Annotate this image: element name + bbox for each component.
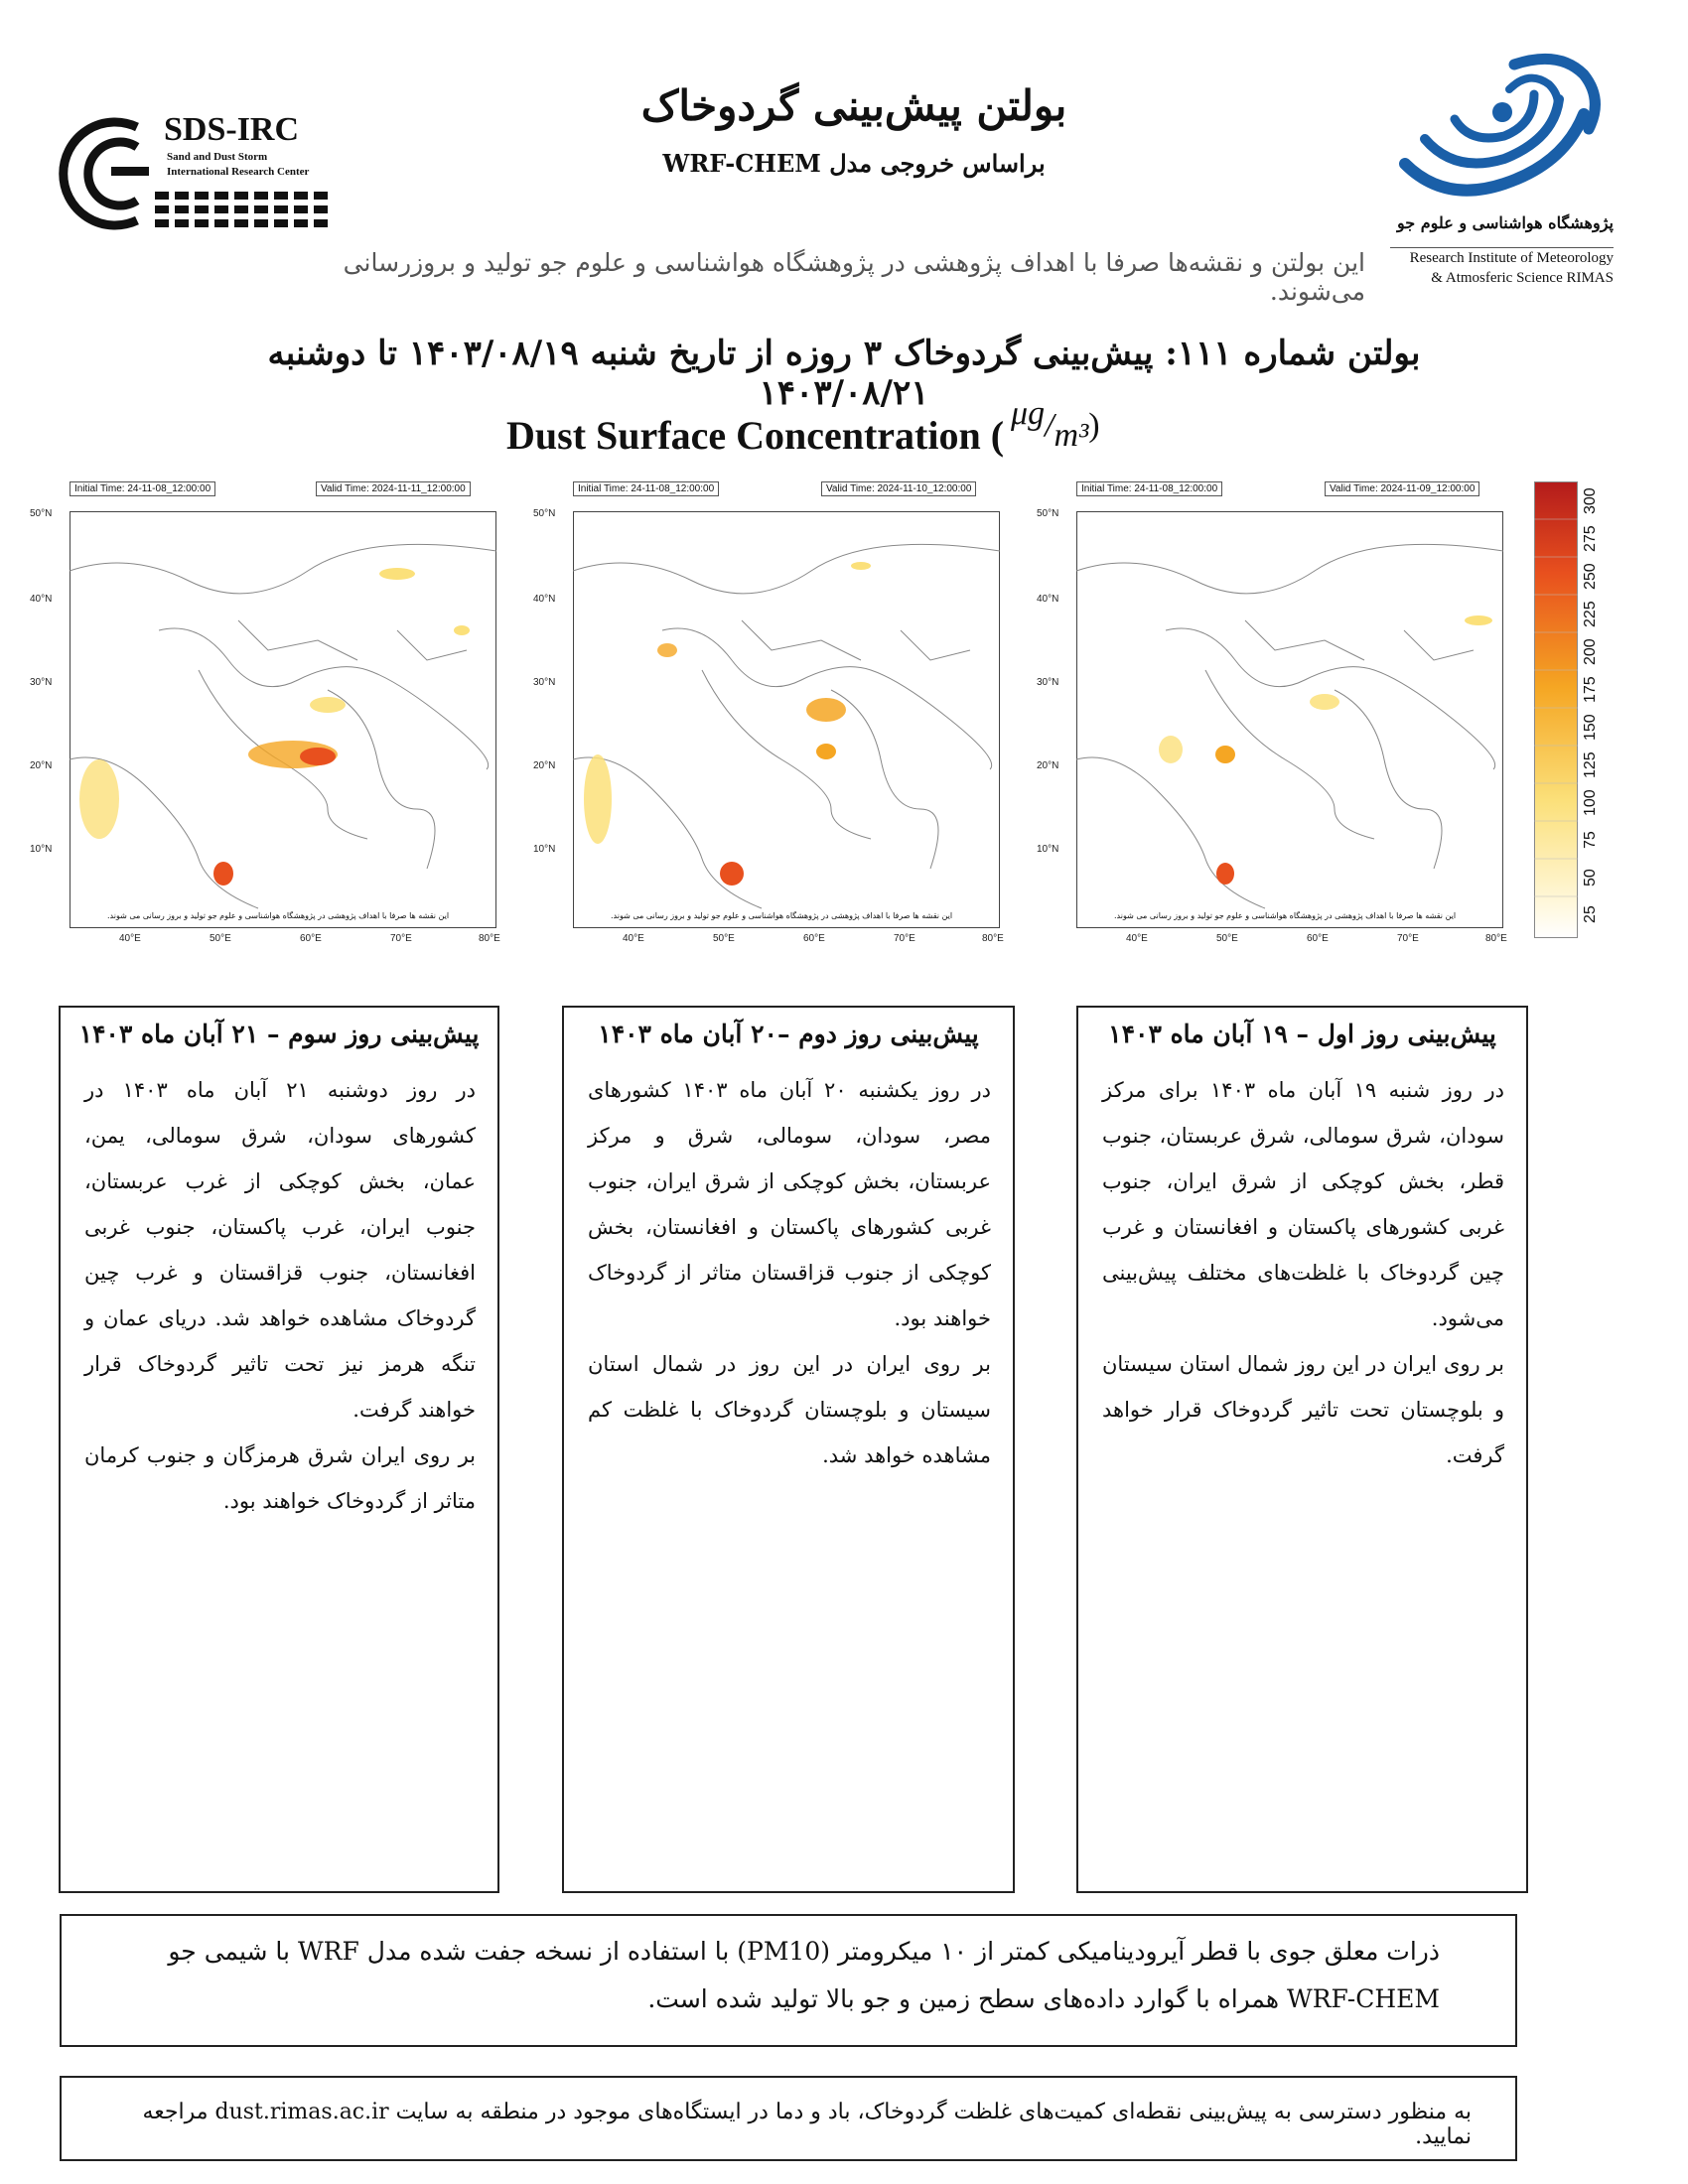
rimas-name-en-1: Research Institute of Meteorology [1409, 250, 1614, 266]
lon-tick: 60°E [803, 933, 825, 944]
colorbar-tick: 50 [1582, 869, 1599, 887]
forecast-map-day1 [1037, 477, 1521, 953]
bulletin-title: بولتن پیش‌بینی گردوخاک [640, 81, 1067, 130]
unit-denominator: m³ [1054, 417, 1089, 454]
lon-tick: 70°E [1397, 933, 1419, 944]
forecast-paragraph: در روز دوشنبه ۲۱ آبان ماه ۱۴۰۳ در کشورهای سودان، شرق سومالی، یمن، عمان، بخش کوچکی از غرب عربستان، جنوب ایران، غرب پاکستان، جنوب غربی افغانستان، جنوب قزاقستان و غرب چین گردوخاک مشاهده خواهد شد. دریای عمان و تنگه هرمز نیز تحت تاثیر گردوخاک قرار خواهند گرفت. [84, 1078, 477, 1422]
lat-tick: 20°N [1037, 760, 1059, 771]
forecast-map-day3 [30, 477, 514, 953]
lat-tick: 40°N [1037, 594, 1059, 605]
map-note: این نقشه ها صرفا با اهداف پژوهشی در پژوهشگاه هواشناسی و علوم جو تولید و بروز رسانی می شوند. [107, 911, 450, 920]
unit-numerator: μg [1011, 395, 1046, 432]
colorbar-tick: 75 [1582, 831, 1599, 849]
model-note-text [149, 1928, 1440, 2023]
bulletin-subtitle: براساس خروجی مدل WRF-CHEM [662, 149, 1046, 178]
initial-time-label: Initial Time: 24-11-08_12:00:00 [1076, 481, 1222, 496]
map-section-title: Dust Surface Concentration ( [506, 413, 1005, 458]
rimas-name-fa: پژوهشگاه هواشناسی و علوم جو [1397, 213, 1614, 232]
model-note-line-1: ذرات معلق جوی با قطر آیرودینامیکی کمتر از ۱۰ میکرومتر (PM10) با استفاده از نسخه جفت شده مدل WRF با شیمی جو [168, 1937, 1440, 1966]
lon-tick: 40°E [623, 933, 644, 944]
concentration-colorbar [1534, 481, 1578, 938]
forecast-body [84, 1067, 476, 1524]
model-note-box [60, 1914, 1517, 2047]
forecast-paragraph: در روز یکشنبه ۲۰ آبان ماه ۱۴۰۳ کشورهای مصر، سودان، سومالی، شرق و مرکز عربستان، بخش کوچکی از شرق ایران، جنوب غربی کشورهای پاکستان و افغانستان، بخش کوچکی از جنوب قزاقستان متاثر از گردوخاک خواهند بود. [588, 1078, 991, 1330]
forecast-title: پیش‌بینی روز اول – ۱۹ آبان ماه ۱۴۰۳ [1108, 1020, 1496, 1048]
model-note-line-2: WRF-CHEM همراه با گوارد داده‌های سطح زمین و جو بالا تولید شده است. [647, 1984, 1440, 2013]
lon-tick: 60°E [1307, 933, 1329, 944]
lon-tick: 50°E [210, 933, 231, 944]
map-canvas [1076, 511, 1503, 928]
forecast-box-day1 [1076, 1006, 1528, 1893]
forecast-box-day2 [562, 1006, 1015, 1893]
forecast-title: پیش‌بینی روز دوم –۲۰ آبان ماه ۱۴۰۳ [598, 1020, 979, 1048]
lat-tick: 40°N [533, 594, 556, 605]
colorbar-tick: 250 [1582, 563, 1599, 590]
rimas-name-en-2: & Atmosferic Science RIMAS [1431, 270, 1614, 286]
lat-tick: 30°N [1037, 677, 1059, 688]
initial-time-label: Initial Time: 24-11-08_12:00:00 [573, 481, 719, 496]
lon-tick: 40°E [119, 933, 141, 944]
rimas-logo [1385, 45, 1614, 213]
forecast-paragraph: بر روی ایران در این روز در شمال استان سیستان و بلوچستان گردوخاک با غلظت کم مشاهده خواهد شد. [588, 1352, 991, 1467]
lat-tick: 40°N [30, 594, 53, 605]
map-note: این نقشه ها صرفا با اهداف پژوهشی در پژوهشگاه هواشناسی و علوم جو تولید و بروز رسانی می شوند. [611, 911, 953, 920]
lon-tick: 50°E [1216, 933, 1238, 944]
lon-tick: 70°E [390, 933, 412, 944]
colorbar-tick: 100 [1582, 789, 1599, 816]
forecast-paragraph: بر روی ایران در این روز شمال استان سیستان و بلوچستان تحت تاثیر گردوخاک قرار خواهد گرفت. [1102, 1352, 1504, 1467]
lat-tick: 20°N [533, 760, 556, 771]
colorbar-tick: 225 [1582, 601, 1599, 627]
lat-tick: 30°N [533, 677, 556, 688]
colorbar-tick: 150 [1582, 714, 1599, 741]
lat-tick: 10°N [30, 844, 53, 855]
valid-time-label: Valid Time: 2024-11-11_12:00:00 [316, 481, 471, 496]
sds-logo-subtitle-1: Sand and Dust Storm [167, 151, 268, 163]
rimas-divider [1390, 247, 1614, 248]
unit-fraction: μg/m³) [1011, 395, 1100, 454]
lat-tick: 20°N [30, 760, 53, 771]
initial-time-label: Initial Time: 24-11-08_12:00:00 [70, 481, 215, 496]
lon-tick: 70°E [894, 933, 915, 944]
forecast-box-day3 [59, 1006, 499, 1893]
colorbar-tick: 275 [1582, 525, 1599, 552]
lat-tick: 30°N [30, 677, 53, 688]
sds-logo-subtitle-2: International Research Center [167, 166, 310, 178]
map-canvas [573, 511, 1000, 928]
lat-tick: 10°N [533, 844, 556, 855]
lon-tick: 40°E [1126, 933, 1148, 944]
forecast-map-day2 [533, 477, 1018, 953]
forecast-paragraph: در روز شنبه ۱۹ آبان ماه ۱۴۰۳ برای مرکز سودان، شرق سومالی، شرق عربستان، جنوب قطر، بخش کوچکی از شرق ایران، جنوب غربی کشورهای پاکستان و افغانستان و غرب چین گردوخاک با غلظت‌های مختلف پیش‌بینی می‌شود. [1102, 1078, 1504, 1330]
valid-time-label: Valid Time: 2024-11-10_12:00:00 [821, 481, 976, 496]
colorbar-tick: 25 [1582, 905, 1599, 923]
forecast-body [1102, 1067, 1504, 1478]
lon-tick: 80°E [982, 933, 1004, 944]
lat-tick: 10°N [1037, 844, 1059, 855]
website-note-box [60, 2076, 1517, 2161]
lon-tick: 60°E [300, 933, 322, 944]
colorbar-tick: 125 [1582, 751, 1599, 778]
colorbar-tick: 300 [1582, 487, 1599, 514]
sds-logo-title: SDS-IRC [164, 111, 300, 148]
lon-tick: 80°E [479, 933, 500, 944]
unit-close-paren: ) [1088, 407, 1100, 444]
forecast-body [588, 1067, 991, 1478]
map-note: این نقشه ها صرفا با اهداف پژوهشی در پژوهشگاه هواشناسی و علوم جو تولید و بروز رسانی می شوند. [1114, 911, 1457, 920]
lat-tick: 50°N [533, 508, 556, 519]
forecast-title: پیش‌بینی روز سوم – ۲۱ آبان ماه ۱۴۰۳ [78, 1020, 480, 1048]
issue-title: بولتن شماره ۱۱۱: پیش‌بینی گردوخاک ۳ روزه از تاریخ شنبه ۱۴۰۳/۰۸/۱۹ تا دوشنبه ۱۴۰۳/۰۸/۲۱ [267, 334, 1421, 413]
colorbar-tick: 200 [1582, 638, 1599, 665]
website-note-text[interactable]: به منظور دسترسی به پیش‌بینی نقطه‌ای کمیت‌های غلظت گردوخاک، باد و دما در ایستگاه‌های موجود در منطقه به سایت dust.rimas.ac.ir مراجعه نمایید. [142, 2100, 1472, 2149]
lat-tick: 50°N [30, 508, 53, 519]
disclaimer-text: این بولتن و نقشه‌ها صرفا با اهداف پژوهشی در پژوهشگاه هواشناسی و علوم جو تولید و بروزرسانی می‌شوند. [343, 248, 1365, 306]
colorbar-tick: 175 [1582, 676, 1599, 703]
lon-tick: 50°E [713, 933, 735, 944]
lat-tick: 50°N [1037, 508, 1059, 519]
valid-time-label: Valid Time: 2024-11-09_12:00:00 [1325, 481, 1479, 496]
forecast-paragraph: بر روی ایران شرق هرمزگان و جنوب کرمان متاثر از گردوخاک خواهند بود. [84, 1443, 476, 1513]
lon-tick: 80°E [1485, 933, 1507, 944]
map-canvas [70, 511, 496, 928]
